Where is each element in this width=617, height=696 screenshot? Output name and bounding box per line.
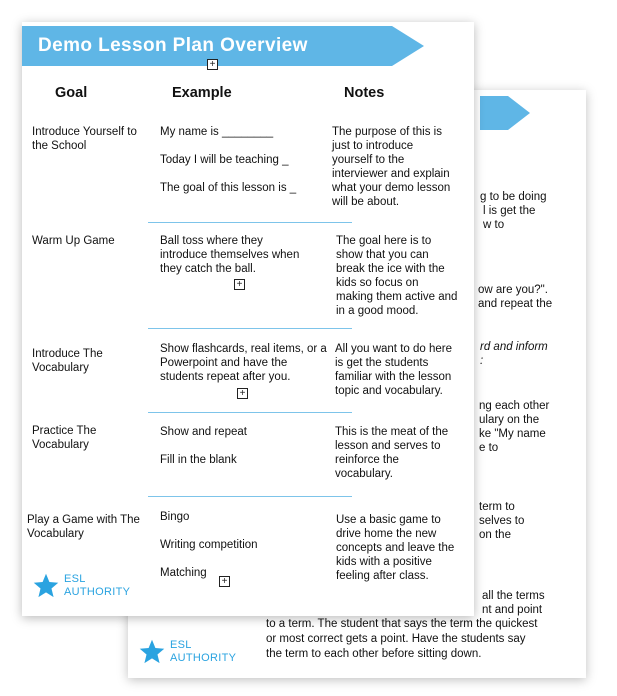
back-banner-arrow [480,96,530,130]
example-item: The goal of this lesson is _ [160,182,297,194]
back-text-fragment: nt and point [482,604,543,616]
example-cell [160,510,330,580]
back-bottom-text [266,617,537,662]
back-text-fragment: selves to [479,515,525,527]
back-text-fragment: g to be doing [480,191,547,203]
column-header-goal: Goal [55,85,88,101]
logo-line: ESL [170,639,192,651]
example-item: Fill in the blank [160,454,237,466]
back-text-fragment: all the terms [482,590,545,602]
back-text-fragment: ng each other [479,400,550,412]
plus-box-icon[interactable]: + [207,59,218,70]
notes-cell: This is the meat of the lesson and serves to reinforce the vocabulary. [335,426,449,480]
logo-line: AUTHORITY [170,652,237,664]
goal-cell: Practice The Vocabulary [32,425,97,451]
back-text-fragment: w to [483,219,505,231]
back-text-fragment: term to [479,501,515,513]
back-bottom-line: or most correct gets a point. Have the students say [266,633,526,645]
back-text-fragment: ow are you?". [478,284,548,296]
back-text-fragment: e to [479,442,499,454]
example-item: Writing competition [160,539,258,551]
notes-cell: Use a basic game to drive home the new concepts and leave the kids with a positive feeling after class. [336,514,455,582]
example-item: Show and repeat [160,426,247,438]
back-bottom-line: to a term. The student that says the term the quickest [266,618,538,630]
example-cell [160,125,330,195]
goal-cell: Play a Game with The Vocabulary [27,514,140,540]
page-title: Demo Lesson Plan Overview [38,35,308,56]
row-separator [148,328,352,329]
row-separator [148,222,352,223]
back-text-fragment: ulary on the [479,414,540,426]
back-bottom-line: the term to each other before sitting down. [266,648,482,660]
notes-cell: The goal here is to show that you can break the ice with the kids so focus on making them active and in a good mood. [336,235,458,317]
goal-cell: Introduce The Vocabulary [32,348,103,374]
plus-box-icon[interactable]: + [219,576,230,587]
goal-cell: Warm Up Game [32,235,115,247]
plus-box-icon[interactable]: + [237,388,248,399]
row-separator [148,496,352,497]
logo-line: AUTHORITY [64,586,131,598]
column-header-example: Example [172,85,232,101]
example-item: Matching [160,567,207,579]
example-cell [160,425,330,467]
back-logo [138,638,236,666]
column-header-notes: Notes [344,85,385,101]
back-text-fragment: rd and inform [480,341,548,353]
back-text-fragment: : [480,355,484,367]
back-text-fragment: and repeat the [478,298,553,310]
goal-cell: Introduce Yourself to the School [32,126,137,152]
back-text-fragment: ke "My name [479,428,546,440]
plus-box-icon[interactable]: + [234,279,245,290]
notes-cell: All you want to do here is get the students familiar with the lesson topic and vocabulary. [335,343,452,397]
back-text-fragment: on the [479,529,511,541]
front-page [22,22,474,616]
example-cell: Ball toss where they introduce themselves when they catch the ball. [160,235,300,275]
example-item: Bingo [160,511,190,523]
logo-line: ESL [64,573,86,585]
star-icon [138,638,166,666]
title-banner [22,26,424,66]
front-logo [32,572,130,600]
notes-cell: The purpose of this is just to introduce yourself to the interviewer and explain what your demo lesson will be about. [332,126,451,208]
row-separator [148,412,352,413]
example-item: Today I will be teaching _ [160,154,289,166]
back-text-fragment: l is get the [483,205,536,217]
example-item: My name is ________ [160,126,274,138]
example-cell: Show flashcards, real items, or a Powerpoint and have the students repeat after you. [160,343,327,383]
star-icon [32,572,60,600]
